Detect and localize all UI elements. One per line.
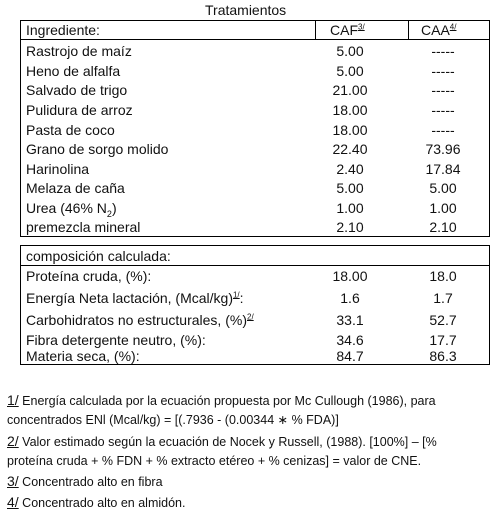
caf-value: 21.00 bbox=[332, 82, 368, 98]
ingredient-name: Salvado de trigo bbox=[26, 82, 128, 98]
caa-column-header: $CAA^{4/}$ bbox=[421, 22, 457, 38]
caa-value: 1.7 bbox=[433, 290, 453, 306]
ingredient-name: Harinolina bbox=[26, 161, 90, 177]
caa-value: 17.7 bbox=[429, 332, 457, 348]
footnote-3-mark: 3/ bbox=[7, 473, 19, 489]
nutrient-name: Fibra detergente neutro, (%): bbox=[26, 332, 206, 348]
ingredient-name: Melaza de caña bbox=[26, 180, 125, 196]
footnote-4-mark: 4/ bbox=[7, 494, 19, 510]
caf-value: 84.7 bbox=[336, 348, 364, 364]
caa-footnote-ref: 4/ bbox=[449, 22, 457, 32]
caf-value: 18.00 bbox=[332, 102, 368, 118]
nutrient-name: Carbohidratos no estructurales, (%)$^{2/}$ bbox=[26, 312, 254, 328]
caa-value: 2.10 bbox=[429, 219, 457, 235]
caf-footnote-ref: 3/ bbox=[358, 22, 365, 32]
caf-column-header: $CAF^{3/}$ bbox=[330, 22, 365, 38]
caa-value: 5.00 bbox=[429, 180, 457, 196]
footnote-ref: 2/ bbox=[247, 312, 254, 322]
footnote-2-line-1: 2/ Valor estimado según la ecuación de Nocek y Russell, (1988). [100%] – [% bbox=[7, 433, 437, 449]
caa-value: 73.96 bbox=[425, 141, 461, 157]
caa-value: 52.7 bbox=[429, 312, 457, 328]
nutrient-name: Materia seca, (%): bbox=[26, 348, 140, 364]
caa-value: ----- bbox=[431, 122, 455, 138]
caf-value: 2.40 bbox=[336, 161, 364, 177]
ingredient-name: Pasta de coco bbox=[26, 122, 115, 138]
footnote-2-mark: 2/ bbox=[7, 433, 19, 449]
caa-value: ----- bbox=[431, 43, 455, 59]
caa-value: 1.00 bbox=[429, 200, 457, 216]
caa-value: ----- bbox=[431, 63, 455, 79]
caf-value: 18.00 bbox=[332, 268, 368, 284]
treatments-header: Tratamientos bbox=[205, 2, 287, 18]
caa-value: 17.84 bbox=[425, 161, 461, 177]
footnote-1-line-2: concentrados ENl (Mcal/kg) = [(.7936 - (0.00344 ∗ % FDA)] bbox=[7, 413, 339, 427]
caa-value: ----- bbox=[431, 82, 455, 98]
caa-value: 18.0 bbox=[429, 268, 457, 284]
caf-value: 22.40 bbox=[332, 141, 368, 157]
caf-value: 1.6 bbox=[340, 290, 360, 306]
caf-value: 2.10 bbox=[336, 219, 364, 235]
caf-value: 18.00 bbox=[332, 122, 368, 138]
caa-value: 86.3 bbox=[429, 348, 457, 364]
footnote-ref: 1/ bbox=[232, 290, 240, 300]
caf-value: 5.00 bbox=[336, 180, 364, 196]
nutrient-name: Energía Neta lactación, (Mcal/kg)$^{1/}$: bbox=[26, 290, 244, 306]
footnote-2-line-2: proteína cruda + % FDN + % extracto etéreo + % cenizas] = valor de CNE. bbox=[7, 454, 422, 468]
nutrient-name: Proteína cruda, (%): bbox=[26, 268, 152, 284]
footnote-4: 4/ Concentrado alto en almidón. bbox=[7, 494, 186, 510]
ingredient-name: Pulidura de arroz bbox=[26, 102, 133, 118]
caf-value: 34.6 bbox=[336, 332, 364, 348]
caf-value: 33.1 bbox=[336, 312, 364, 328]
footnote-1-line-1: 1/ Energía calculada por la ecuación propuesta por Mc Cullough (1986), para bbox=[7, 392, 436, 408]
caf-value: 1.00 bbox=[336, 200, 364, 216]
composition-title: composición calculada: bbox=[26, 248, 171, 264]
caf-value: 5.00 bbox=[336, 43, 364, 59]
footnote-3: 3/ Concentrado alto en fibra bbox=[7, 473, 163, 489]
ingredient-name: Rastrojo de maíz bbox=[26, 43, 132, 59]
caa-value: ----- bbox=[431, 102, 455, 118]
ingredient-column-header: Ingrediente: bbox=[26, 22, 100, 38]
footnote-1-mark: 1/ bbox=[7, 392, 19, 408]
ingredient-name: Heno de alfalfa bbox=[26, 63, 121, 79]
ingredient-name: premezcla mineral bbox=[26, 219, 141, 235]
ingredient-name: Grano de sorgo molido bbox=[26, 141, 169, 157]
caf-value: 5.00 bbox=[336, 63, 364, 79]
ingredient-name: Urea (46% $N_2$) bbox=[26, 200, 117, 219]
